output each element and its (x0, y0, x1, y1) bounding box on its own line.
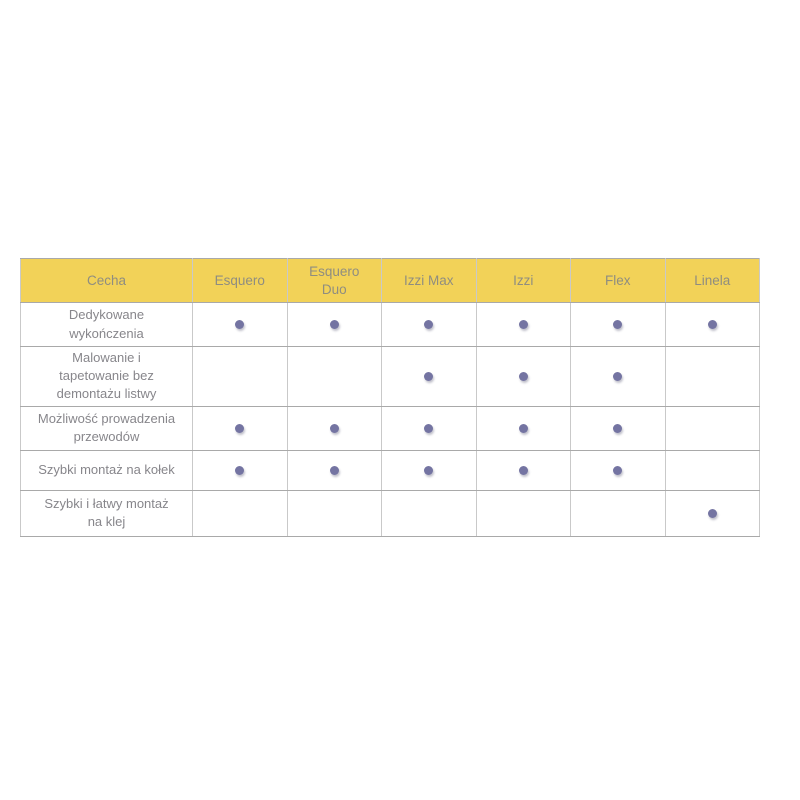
product-column-header: Izzi (476, 259, 571, 303)
feature-present-dot-icon (330, 424, 339, 433)
product-column-header: Linela (665, 259, 760, 303)
feature-name: Szybki i łatwy montaż na klej (21, 490, 193, 536)
feature-cell (476, 303, 571, 347)
comparison-table (20, 258, 760, 537)
feature-present-dot-icon (519, 466, 528, 475)
feature-cell (571, 450, 666, 490)
header-row (21, 259, 760, 303)
table-row (21, 450, 760, 490)
table-row (21, 347, 760, 407)
feature-present-dot-icon (235, 424, 244, 433)
table-row (21, 303, 760, 347)
feature-cell (287, 450, 382, 490)
feature-cell (193, 303, 288, 347)
feature-present-dot-icon (613, 320, 622, 329)
feature-cell (665, 303, 760, 347)
feature-cell (571, 406, 666, 450)
feature-cell (476, 347, 571, 407)
table-row (21, 490, 760, 536)
feature-present-dot-icon (708, 509, 717, 518)
feature-cell (665, 490, 760, 536)
feature-cell (287, 347, 382, 407)
feature-present-dot-icon (708, 320, 717, 329)
feature-cell (193, 347, 288, 407)
product-column-header: Izzi Max (382, 259, 477, 303)
feature-present-dot-icon (235, 320, 244, 329)
feature-cell (382, 490, 477, 536)
product-column-header: Esquero Duo (287, 259, 382, 303)
feature-name: Malowanie i tapetowanie bez demontażu listwy (21, 347, 193, 407)
table-row (21, 406, 760, 450)
feature-cell (193, 406, 288, 450)
feature-present-dot-icon (424, 424, 433, 433)
feature-cell (382, 303, 477, 347)
feature-cell (382, 406, 477, 450)
feature-column-header: Cecha (21, 259, 193, 303)
feature-name: Szybki montaż na kołek (21, 450, 193, 490)
feature-cell (382, 450, 477, 490)
feature-present-dot-icon (519, 320, 528, 329)
feature-present-dot-icon (519, 372, 528, 381)
feature-cell (665, 450, 760, 490)
feature-cell (571, 490, 666, 536)
product-column-header: Esquero (193, 259, 288, 303)
feature-present-dot-icon (330, 466, 339, 475)
feature-cell (193, 450, 288, 490)
feature-present-dot-icon (613, 424, 622, 433)
feature-present-dot-icon (519, 424, 528, 433)
feature-cell (476, 406, 571, 450)
feature-name: Dedykowane wykończenia (21, 303, 193, 347)
feature-cell (476, 450, 571, 490)
feature-present-dot-icon (424, 320, 433, 329)
feature-cell (287, 490, 382, 536)
feature-cell (193, 490, 288, 536)
feature-name: Możliwość prowadzenia przewodów (21, 406, 193, 450)
feature-present-dot-icon (613, 466, 622, 475)
feature-present-dot-icon (424, 372, 433, 381)
feature-cell (665, 347, 760, 407)
feature-cell (571, 303, 666, 347)
feature-present-dot-icon (424, 466, 433, 475)
feature-cell (665, 406, 760, 450)
feature-cell (476, 490, 571, 536)
feature-cell (287, 406, 382, 450)
comparison-table-wrapper (20, 258, 760, 537)
table-header (21, 259, 760, 303)
feature-present-dot-icon (613, 372, 622, 381)
feature-present-dot-icon (235, 466, 244, 475)
product-column-header: Flex (571, 259, 666, 303)
feature-cell (571, 347, 666, 407)
feature-cell (382, 347, 477, 407)
feature-present-dot-icon (330, 320, 339, 329)
feature-cell (287, 303, 382, 347)
table-body (21, 303, 760, 537)
